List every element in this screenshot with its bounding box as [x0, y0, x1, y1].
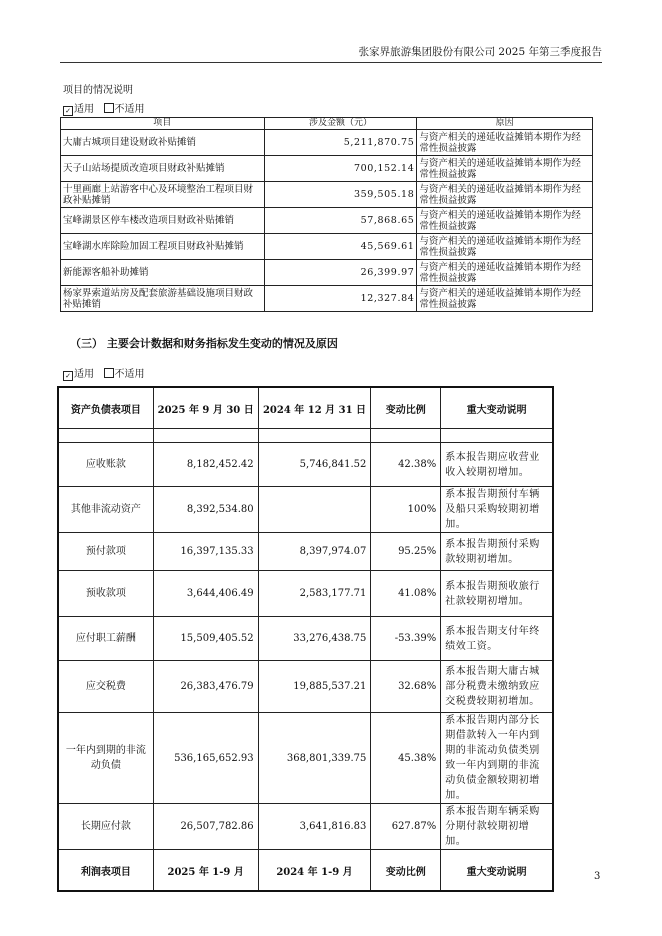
amount-cell: 359,505.18 [264, 182, 417, 208]
item-cell: 应交税费 [58, 661, 153, 713]
column-header: 2024 年 12 月 31 日 [258, 387, 371, 429]
income-statement-header-row [58, 850, 553, 892]
unchecked-box-icon [104, 368, 114, 378]
current-value-cell: 16,397,135.33 [153, 533, 258, 571]
amount-cell: 700,152.14 [264, 156, 417, 182]
table-row [58, 487, 553, 533]
previous-value-cell: 368,801,339.75 [258, 713, 371, 804]
amount-cell: 45,569.61 [264, 234, 417, 260]
reason-cell: 与资产相关的递延收益摊销本期作为经常性损益披露 [417, 208, 593, 234]
checked-box-icon: ✓ [63, 106, 73, 116]
item-cell: 应付职工薪酬 [58, 617, 153, 661]
previous-value-cell: 3,641,816.83 [258, 804, 371, 850]
change-note-cell: 系本报告期预收旅行社款较期初增加。 [441, 571, 553, 617]
table-row [58, 617, 553, 661]
current-value-cell: 8,182,452.42 [153, 443, 258, 487]
not-applicable-label: 不适用 [114, 369, 145, 380]
current-value-cell: 8,392,534.80 [153, 487, 258, 533]
table-row [61, 286, 593, 312]
table-header-row [58, 387, 553, 429]
column-header: 原因 [417, 118, 593, 130]
item-cell: 宝峰湖景区停车楼改造项目财政补贴摊销 [61, 208, 265, 234]
column-header: 2025 年 1-9 月 [153, 850, 258, 892]
not-applicable-label: 不适用 [114, 104, 145, 115]
column-header: 重大变动说明 [441, 387, 553, 429]
change-note-cell: 系本报告期预付采购款较期初增加。 [441, 533, 553, 571]
change-ratio-cell: 627.87% [371, 804, 441, 850]
column-header: 变动比例 [371, 850, 441, 892]
change-ratio-cell: 32.68% [371, 661, 441, 713]
item-cell: 新能源客船补助摊销 [61, 260, 265, 286]
change-ratio-cell: 45.38% [371, 713, 441, 804]
change-note-cell: 系本报告期大庸古城部分税费未缴纳致应交税费较期初增加。 [441, 661, 553, 713]
section-title: （三） 主要会计数据和财务指标发生变动的情况及原因 [70, 337, 338, 350]
applicable-label: 适用 [74, 104, 94, 115]
reason-cell: 与资产相关的递延收益摊销本期作为经常性损益披露 [417, 182, 593, 208]
table-row [61, 156, 593, 182]
reason-cell: 与资产相关的递延收益摊销本期作为经常性损益披露 [417, 286, 593, 312]
spacer-row [58, 429, 553, 443]
change-ratio-cell: 100% [371, 487, 441, 533]
item-cell: 一年内到期的非流动负债 [58, 713, 153, 804]
header-divider [60, 62, 602, 63]
previous-value-cell: 19,885,537.21 [258, 661, 371, 713]
amount-cell: 5,211,870.75 [264, 130, 417, 156]
column-header: 2024 年 1-9 月 [258, 850, 371, 892]
reason-cell: 与资产相关的递延收益摊销本期作为经常性损益披露 [417, 234, 593, 260]
change-note-cell: 系本报告期内部分长期借款转入一年内到期的非流动负债类别致一年内到期的非流动负债金额较期初增加。 [441, 713, 553, 804]
change-note-cell: 系本报告期应收营业收入较期初增加。 [441, 443, 553, 487]
item-cell: 大庸古城项目建设财政补贴摊销 [61, 130, 265, 156]
change-note-cell: 系本报告期支付年终绩效工资。 [441, 617, 553, 661]
previous-value-cell: 33,276,438.75 [258, 617, 371, 661]
non-recurring-items-table [60, 117, 593, 312]
item-cell: 应收账款 [58, 443, 153, 487]
item-cell: 杨家界索道站房及配套旅游基础设施项目财政补贴摊销 [61, 286, 265, 312]
applicable-label: 适用 [74, 369, 94, 380]
change-ratio-cell: -53.39% [371, 617, 441, 661]
change-ratio-cell: 95.25% [371, 533, 441, 571]
applicability-row-1 [63, 100, 145, 116]
current-value-cell: 26,383,476.79 [153, 661, 258, 713]
column-header: 利润表项目 [58, 850, 153, 892]
item-cell: 预收款项 [58, 571, 153, 617]
amount-cell: 57,868.65 [264, 208, 417, 234]
table-row [58, 571, 553, 617]
change-note-cell: 系本报告期车辆采购分期付款较期初增加。 [441, 804, 553, 850]
change-ratio-cell: 42.38% [371, 443, 441, 487]
previous-value-cell: 8,397,974.07 [258, 533, 371, 571]
amount-cell: 12,327.84 [264, 286, 417, 312]
table-row [61, 130, 593, 156]
report-header: 张家界旅游集团股份有限公司 2025 年第三季度报告 [358, 46, 602, 58]
reason-cell: 与资产相关的递延收益摊销本期作为经常性损益披露 [417, 130, 593, 156]
table-row [58, 661, 553, 713]
previous-value-cell [258, 487, 371, 533]
item-cell: 天子山站场提质改造项目财政补贴摊销 [61, 156, 265, 182]
unchecked-box-icon [104, 103, 114, 113]
reason-cell: 与资产相关的递延收益摊销本期作为经常性损益披露 [417, 156, 593, 182]
table-row [61, 260, 593, 286]
table-header-row [61, 118, 593, 130]
column-header: 重大变动说明 [441, 850, 553, 892]
table-row [58, 533, 553, 571]
item-cell: 十里画廊上站游客中心及环境整治工程项目财政补贴摊销 [61, 182, 265, 208]
change-ratio-cell: 41.08% [371, 571, 441, 617]
column-header: 资产负债表项目 [58, 387, 153, 429]
table-row [61, 208, 593, 234]
reason-cell: 与资产相关的递延收益摊销本期作为经常性损益披露 [417, 260, 593, 286]
checked-box-icon: ✓ [63, 371, 73, 381]
previous-value-cell: 5,746,841.52 [258, 443, 371, 487]
section-intro: 项目的情况说明 [63, 85, 133, 96]
previous-value-cell: 2,583,177.71 [258, 571, 371, 617]
current-value-cell: 26,507,782.86 [153, 804, 258, 850]
table-row [61, 234, 593, 260]
item-cell: 长期应付款 [58, 804, 153, 850]
amount-cell: 26,399.97 [264, 260, 417, 286]
column-header: 涉及金额（元） [264, 118, 417, 130]
item-cell: 宝峰湖水库除险加固工程项目财政补贴摊销 [61, 234, 265, 260]
column-header: 2025 年 9 月 30 日 [153, 387, 258, 429]
column-header: 变动比例 [371, 387, 441, 429]
page-number: 3 [594, 871, 601, 882]
table-row [61, 182, 593, 208]
applicability-row-2 [63, 365, 145, 381]
column-header: 项目 [61, 118, 265, 130]
table-row [58, 713, 553, 804]
item-cell: 预付款项 [58, 533, 153, 571]
table-row [58, 443, 553, 487]
current-value-cell: 15,509,405.52 [153, 617, 258, 661]
current-value-cell: 536,165,652.93 [153, 713, 258, 804]
table-row [58, 804, 553, 850]
item-cell: 其他非流动资产 [58, 487, 153, 533]
financial-change-table [57, 386, 554, 892]
current-value-cell: 3,644,406.49 [153, 571, 258, 617]
change-note-cell: 系本报告期预付车辆及船只采购较期初增加。 [441, 487, 553, 533]
